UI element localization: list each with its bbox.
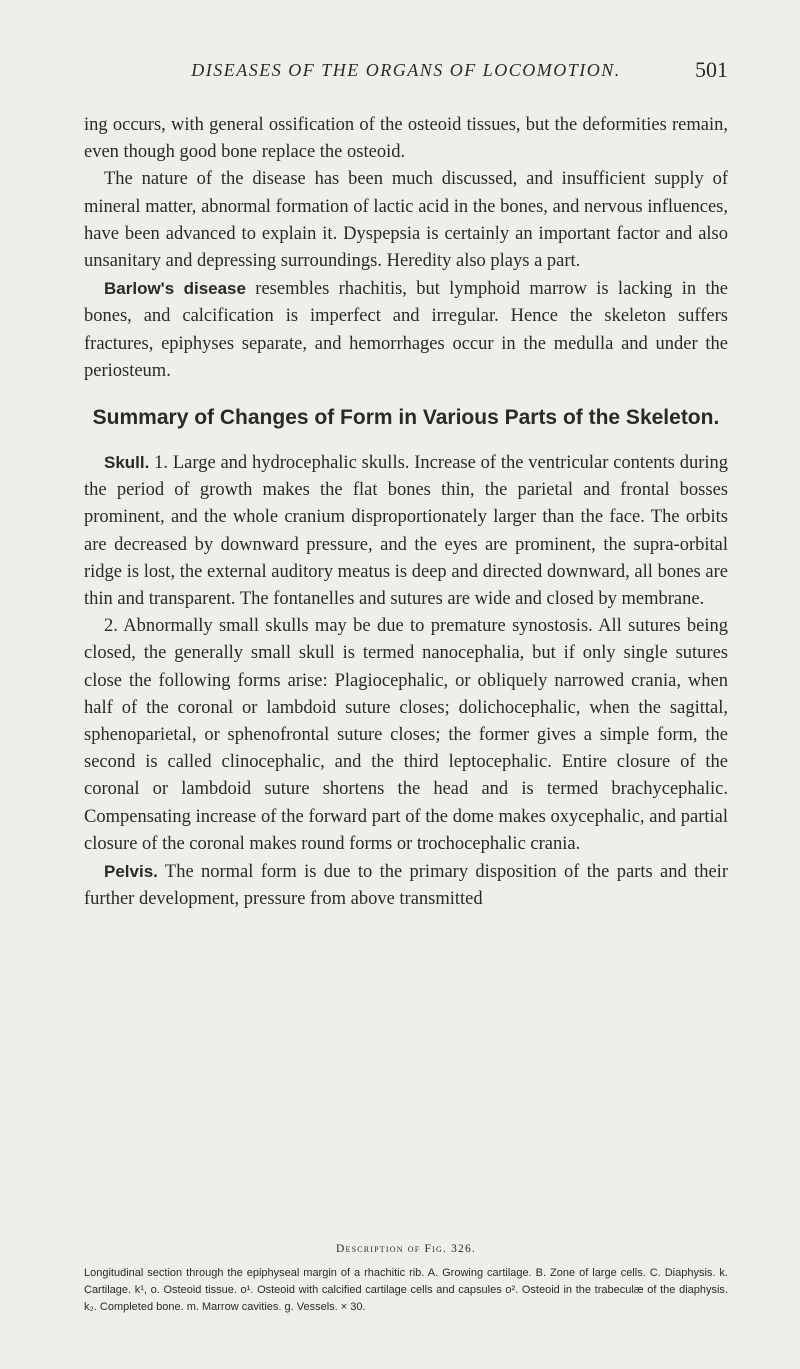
paragraph-barlows-disease [84, 275, 728, 385]
pelvis-text: The normal form is due to the primary disposition of the parts and their further development, pressure from above transmitted [84, 862, 728, 910]
figure-description [84, 1243, 728, 1316]
page-number: 501 [695, 57, 728, 82]
section-heading: Summary of Changes of Form in Various Parts of the Skeleton. [92, 406, 720, 430]
paragraph-pelvis [84, 858, 728, 913]
paragraph-nature-of-disease: The nature of the disease has been much discussed, and insufficient supply of mineral matter, abnormal formation of lactic acid in the bones, and nervous influences, have been advanced to explain it. Dyspepsia is certainly an important factor and also unsanitary and depressing surroundings. Heredity also plays a part. [84, 169, 728, 272]
figure-description-title: Description of Fig. 326. [335, 1243, 477, 1255]
paragraph-skull-1 [84, 449, 728, 613]
running-title: DISEASES OF THE ORGANS OF LOCOMOTION. [191, 60, 621, 80]
barlows-disease-text: resembles rhachitis, but lymphoid marrow is lacking in the bones, and calcification is imperfect and irregular. Hence the skeleton suffers fractures, epiphyses separate, and hemorrhages occur in the medulla and under the periosteum. [84, 279, 728, 381]
skull-lead: Skull. [104, 453, 150, 473]
paragraph-skull-2: 2. Abnormally small skulls may be due to premature synostosis. All sutures being closed, the generally small skull is termed nanocephalia, but if only single sutures close the following forms arise: Plagiocephalic, or obliquely narrowed crania, when half of the coronal or lambdoid suture closes; dolichocephalic, when the sagittal, sphenoparietal, or sphenofrontal suture closes; the former gives a simple form, the second is called clinocephalic, and the third leptocephalic. Entire closure of the coronal or lambdoid suture shortens the head and is termed brachycephalic. Compensating increase of the forward part of the dome makes oxycephalic, and partial closure of the coronal makes round forms or trochocephalic crania. [84, 616, 728, 854]
page-body [84, 112, 728, 913]
barlows-disease-lead: Barlow's disease [104, 279, 246, 299]
pelvis-lead: Pelvis. [104, 862, 158, 882]
skull-text-1: 1. Large and hydrocephalic skulls. Increase of the ventricular contents during the period of growth makes the flat bones thin, the parietal and frontal bosses prominent, and the whole cranium disproportionately larger than the face. The orbits are decreased by downward pressure, and the eyes are prominent, the supra-orbital ridge is lost, the external auditory meatus is deep and directed downward, all bones are thin and transparent. The fontanelles and sutures are wide and closed by membrane. [84, 453, 728, 610]
figure-description-text: Longitudinal section through the epiphyseal margin of a rhachitic rib. A. Growing cartilage. B. Zone of large cells. C. Diaphysis. k. Cartilage. k¹, o. Osteoid tissue. o¹. Osteoid with calcified cartilage cells and capsules o². Osteoid in the trabeculæ of the diaphysis. k₂. Completed bone. m. Marrow cavities. g. Vessels. × 30. [84, 1267, 728, 1313]
paragraph-continued: ing occurs, with general ossification of the osteoid tissues, but the deformities remain, even though good bone replace the osteoid. [84, 115, 728, 163]
